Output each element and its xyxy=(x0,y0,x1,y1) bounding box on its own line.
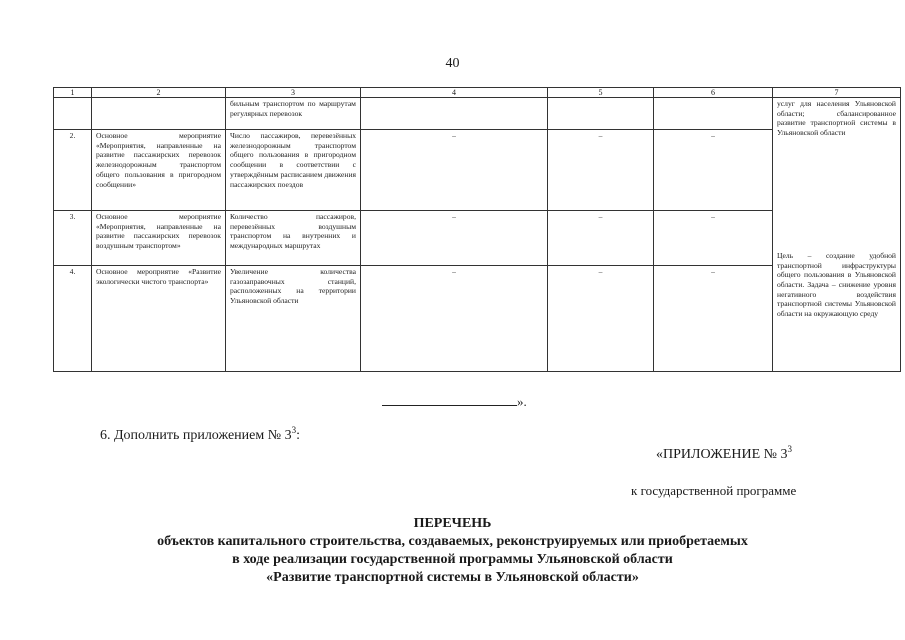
row-indicator: Число пассажиров, перевезённых железнодорожным транспортом общего пользования в пригородном сообщении в соответствии с утверждённым расписанием движения пассажирских поездов xyxy=(226,130,361,211)
row-event: Основное мероприятие «Мероприятия, направленные на развитие пассажирских перевозок воздушным транспортом» xyxy=(92,211,226,266)
appendix-subtitle: к государственной программе xyxy=(631,483,797,498)
item-6-colon: : xyxy=(296,428,300,443)
row-col5: – xyxy=(548,211,654,266)
heading-line-2: в ходе реализации государственной программы Ульяновской области xyxy=(232,552,673,567)
row-col7-goal: услуг для населения Ульяновской области; сбалансированное развитие транспортной системы в Ульяновской области Цель – создание удобной транспортной инфраструктуры общего пользования в Ульяновской области. Задача – снижение уровня негативного воздействия транспортной системы Ульяновской области на окружающую среду xyxy=(773,98,901,372)
row-event xyxy=(92,98,226,130)
heading-line-3: «Развитие транспортной системы в Ульяновской области» xyxy=(266,570,639,585)
row-col5 xyxy=(548,98,654,130)
col-header-4: 4 xyxy=(361,88,548,98)
row-event: Основное мероприятие «Мероприятия, направленные на развитие пассажирских перевозок железнодорожным транспортом общего пользования в пригородном сообщении» xyxy=(92,130,226,211)
heading-title: ПЕРЕЧЕНЬ xyxy=(413,516,492,531)
page-number: 40 xyxy=(445,56,460,71)
row-col5: – xyxy=(548,266,654,372)
appendix-label xyxy=(656,444,792,463)
col-header-3: 3 xyxy=(226,88,361,98)
row-col6: – xyxy=(654,211,773,266)
item-6-instruction xyxy=(100,425,300,444)
row-num: 4. xyxy=(54,266,92,372)
col-header-5: 5 xyxy=(548,88,654,98)
row-event: Основное мероприятие «Развитие экологически чистого транспорта» xyxy=(92,266,226,372)
row-num: 3. xyxy=(54,211,92,266)
row-col6: – xyxy=(654,130,773,211)
row-indicator: Количество пассажиров, перевезённых воздушным транспортом на внутренних и международных маршрутах xyxy=(226,211,361,266)
table-header-row xyxy=(54,88,901,98)
closing-quote: ». xyxy=(517,394,527,409)
row-indicator: бильным транспортом по маршрутам регулярных перевозок xyxy=(226,98,361,130)
table-row xyxy=(54,98,901,130)
item-6-superscript: 3 xyxy=(291,425,297,435)
item-6-text: 6. Дополнить приложением № 3 xyxy=(100,428,292,443)
col-header-6: 6 xyxy=(654,88,773,98)
row-col6: – xyxy=(654,266,773,372)
col-header-1: 1 xyxy=(54,88,92,98)
row-col4 xyxy=(361,98,548,130)
row-num: 2. xyxy=(54,130,92,211)
row-col4: – xyxy=(361,130,548,211)
row-col4: – xyxy=(361,211,548,266)
program-table xyxy=(53,87,901,372)
row-col7-goal-task: Цель – создание удобной транспортной инфраструктуры общего пользования в Ульяновской области. Задача – снижение уровня негативного воздействия транспортной системы Ульяновской области на окружающую среду xyxy=(777,250,896,319)
closing-quote-line xyxy=(382,394,527,410)
appendix-label-text: «ПРИЛОЖЕНИЕ № 3 xyxy=(656,447,788,462)
row-col6 xyxy=(654,98,773,130)
signature-rule xyxy=(382,395,517,406)
row-col5: – xyxy=(548,130,654,211)
appendix-superscript: 3 xyxy=(787,444,792,454)
row-num xyxy=(54,98,92,130)
row-indicator: Увеличение количества газозаправочных станций, расположенных на территории Ульяновской области xyxy=(226,266,361,372)
heading-line-1: объектов капитального строительства, создаваемых, реконструируемых или приобретаемых xyxy=(157,534,748,549)
col-header-2: 2 xyxy=(92,88,226,98)
row-col4: – xyxy=(361,266,548,372)
col-header-7: 7 xyxy=(773,88,901,98)
